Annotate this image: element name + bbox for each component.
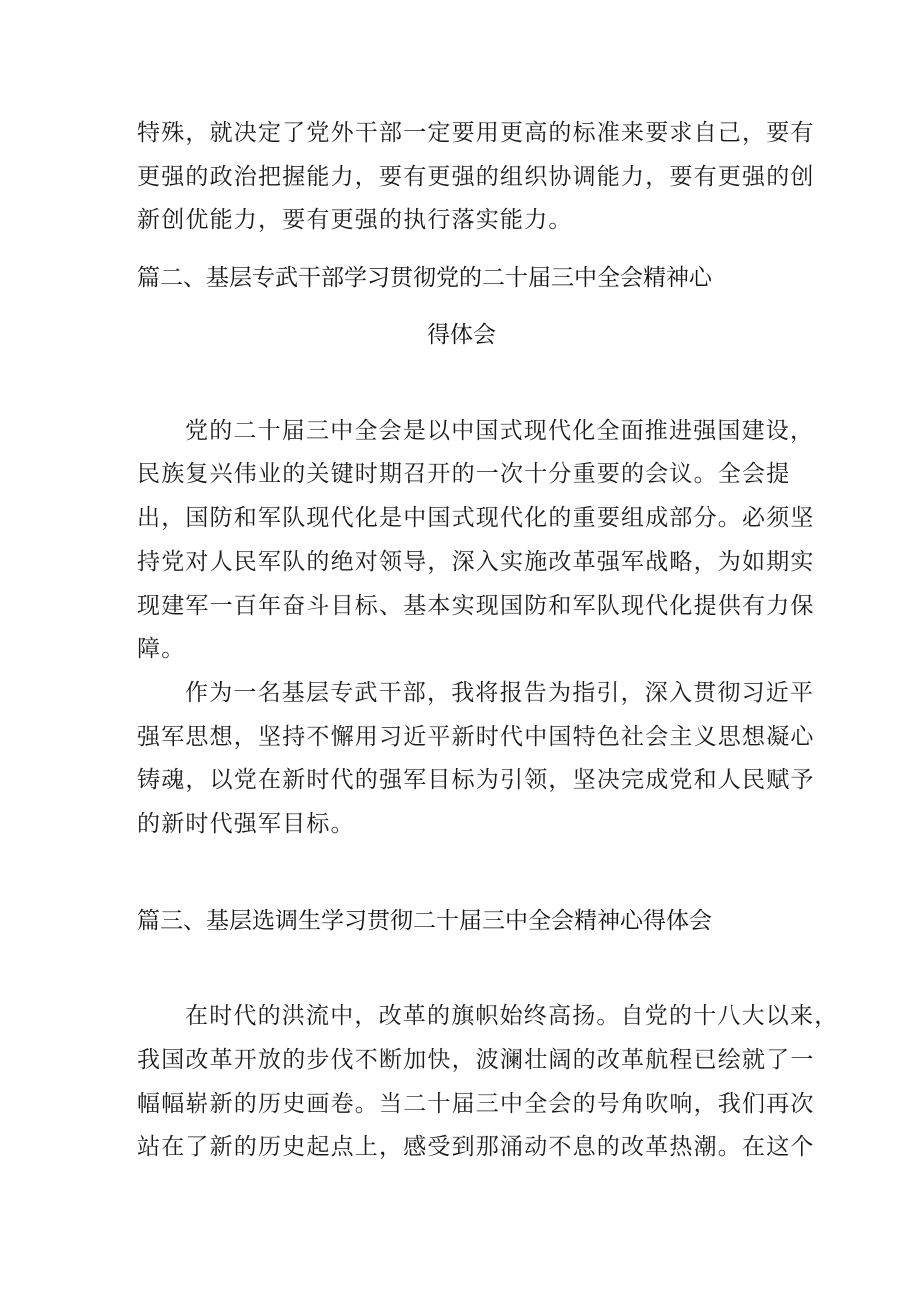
body-text-line: 铸魂，以党在新时代的强军目标为引领，坚决完成党和人民赋予 — [137, 767, 815, 793]
body-text-line: 党的二十届三中全会是以中国式现代化全面推进强国建设， — [185, 418, 815, 444]
section-heading: 篇三、基层选调生学习贯彻二十届三中全会精神心得体会 — [137, 908, 712, 934]
body-text-line: 在时代的洪流中，改革的旗帜始终高扬。自党的十八大以来， — [185, 1003, 839, 1029]
body-text-line: 强军思想，坚持不懈用习近平新时代中国特色社会主义思想凝心 — [137, 724, 815, 750]
body-text-line: 作为一名基层专武干部，我将报告为指引，深入贯彻习近平 — [185, 680, 815, 706]
body-text-line: 出，国防和军队现代化是中国式现代化的重要组成部分。必须坚 — [137, 505, 815, 531]
section-heading: 篇二、基层专武干部学习贯彻党的二十届三中全会精神心 — [137, 265, 712, 291]
body-text-line: 新创优能力，要有更强的执行落实能力。 — [137, 207, 573, 233]
body-text-line: 幅幅崭新的历史画卷。当二十届三中全会的号角吹响，我们再次 — [137, 1091, 815, 1117]
body-text-line: 特殊，就决定了党外干部一定要用更高的标准来要求自己，要有 — [137, 120, 815, 146]
body-text-line: 障。 — [137, 636, 186, 662]
body-text-line: 我国改革开放的步伐不断加快，波澜壮阔的改革航程已绘就了一 — [137, 1047, 815, 1073]
body-text-line: 更强的政治把握能力，要有更强的组织协调能力，要有更强的创 — [137, 164, 815, 190]
body-text-line: 站在了新的历史起点上，感受到那涌动不息的改革热潮。在这个 — [137, 1134, 815, 1160]
section-heading-continuation: 得体会 — [427, 322, 496, 348]
body-text-line: 的新时代强军目标。 — [137, 811, 355, 837]
body-text-line: 民族复兴伟业的关键时期召开的一次十分重要的会议。全会提 — [137, 461, 791, 487]
body-text-line: 持党对人民军队的绝对领导，深入实施改革强军战略，为如期实 — [137, 549, 815, 575]
body-text-line: 现建军一百年奋斗目标、基本实现国防和军队现代化提供有力保 — [137, 593, 815, 619]
